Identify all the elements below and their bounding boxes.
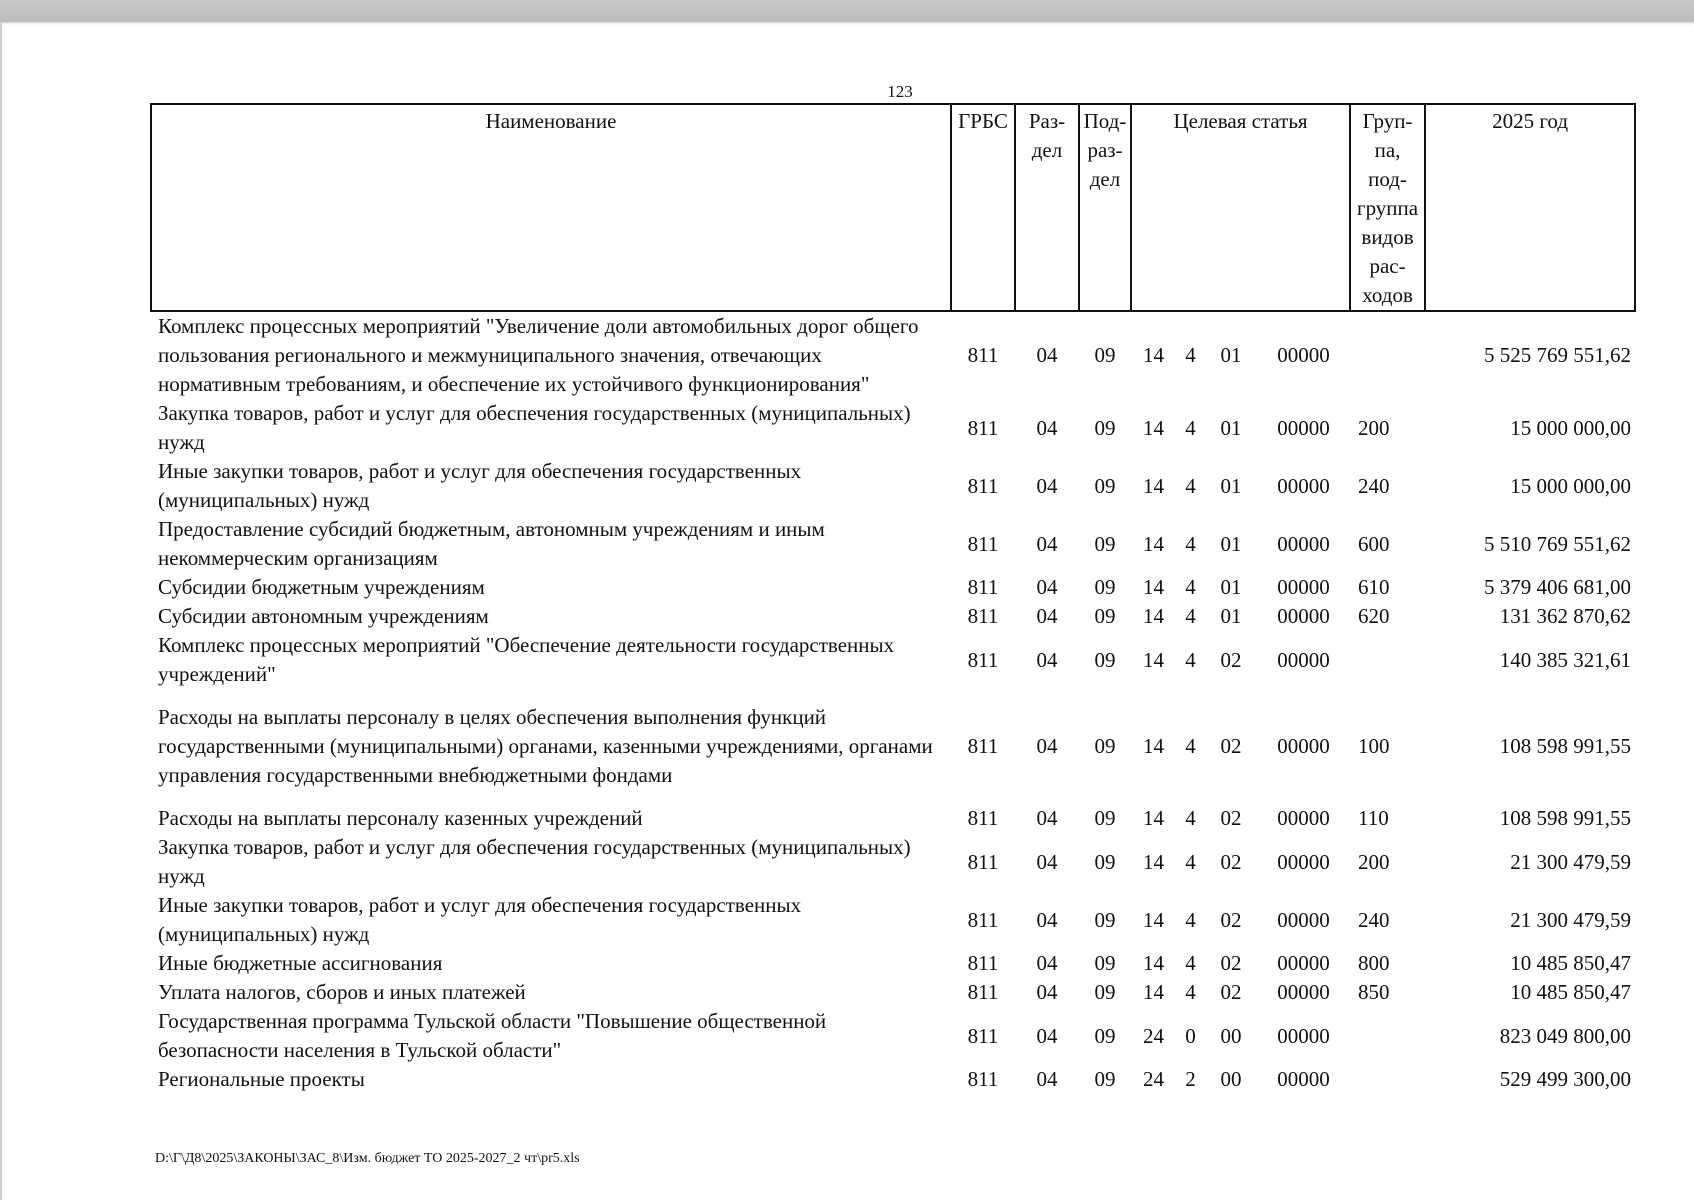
cell-target-direction: 00000	[1277, 734, 1330, 758]
table-row	[151, 515, 1635, 573]
scan-left-border	[0, 22, 2, 1200]
cell-grbs: 811	[967, 734, 999, 758]
cell-razdel: 04	[1036, 951, 1058, 975]
scan-top-border	[0, 0, 1694, 22]
cell-target-type: 4	[1185, 951, 1196, 975]
cell-name: Иные бюджетные ассигнования	[158, 951, 443, 975]
cell-target-structure: 01	[1220, 415, 1242, 440]
cell-expense-group: 240	[1358, 473, 1390, 498]
table-body	[151, 311, 1635, 1094]
cell-target-direction: 00000	[1277, 806, 1330, 830]
cell-amount: 108 598 991,55	[1499, 806, 1632, 830]
cell-podrazdel: 09	[1094, 647, 1116, 672]
cell-grbs: 811	[967, 806, 999, 830]
table-header	[151, 104, 1635, 311]
cell-target-structure: 01	[1220, 473, 1242, 498]
cell-target-program: 14	[1143, 951, 1164, 975]
cell-target-structure: 02	[1220, 647, 1242, 672]
cell-target-structure: 02	[1220, 806, 1242, 830]
cell-target-structure: 02	[1220, 849, 1242, 874]
cell-name: Региональные проекты	[158, 1067, 365, 1091]
cell-podrazdel: 09	[1094, 473, 1116, 498]
cell-podrazdel: 09	[1094, 951, 1116, 975]
cell-razdel: 04	[1036, 1067, 1058, 1091]
cell-target-direction: 00000	[1277, 647, 1330, 672]
cell-target-structure: 02	[1220, 951, 1242, 975]
cell-grbs: 811	[967, 980, 999, 1004]
table-row	[151, 949, 1635, 978]
cell-razdel: 04	[1036, 806, 1058, 830]
cell-target-structure: 02	[1220, 734, 1242, 758]
cell-target-program: 14	[1143, 575, 1164, 599]
cell-target-direction: 00000	[1277, 575, 1330, 599]
cell-razdel: 04	[1036, 415, 1058, 440]
cell-expense-group	[1350, 631, 1425, 689]
header-expense-group: Груп- па, под- группа видов рас- ходов	[1350, 104, 1425, 311]
cell-amount: 15 000 000,00	[1510, 473, 1632, 498]
header-podrazdel: Под- раз- дел	[1079, 104, 1131, 311]
budget-table	[150, 103, 1636, 1094]
cell-target-type: 4	[1185, 415, 1196, 440]
cell-target-program: 14	[1143, 806, 1164, 830]
cell-podrazdel: 09	[1094, 604, 1116, 628]
cell-grbs: 811	[967, 415, 999, 440]
cell-target-type: 4	[1185, 647, 1196, 672]
cell-grbs: 811	[967, 907, 999, 932]
cell-name: Комплекс процессных мероприятий "Обеспечение деятельности государственных учреждений"	[158, 633, 895, 686]
cell-podrazdel: 09	[1094, 980, 1116, 1004]
cell-expense-group	[1350, 1065, 1425, 1094]
cell-expense-group: 200	[1358, 849, 1390, 874]
cell-name: Иные закупки товаров, работ и услуг для обеспечения государственных (муниципальных) нужд	[158, 459, 802, 512]
cell-podrazdel: 09	[1094, 1067, 1116, 1091]
table-row	[151, 602, 1635, 631]
cell-target-program: 14	[1143, 849, 1164, 874]
cell-target-program: 14	[1143, 604, 1164, 628]
cell-grbs: 811	[967, 1067, 999, 1091]
header-grbs: ГРБС	[951, 104, 1015, 311]
cell-target-direction: 00000	[1277, 980, 1330, 1004]
cell-name: Расходы на выплаты персоналу казенных учреждений	[158, 806, 643, 830]
cell-target-type: 4	[1185, 531, 1196, 556]
cell-target-direction: 00000	[1277, 907, 1330, 932]
table-row	[151, 457, 1635, 515]
cell-target-type: 4	[1185, 806, 1196, 830]
cell-target-direction: 00000	[1277, 1023, 1330, 1048]
cell-amount: 108 598 991,55	[1499, 734, 1632, 758]
cell-target-type: 2	[1185, 1067, 1196, 1091]
cell-grbs: 811	[967, 575, 999, 599]
page-number: 123	[887, 82, 913, 101]
cell-target-program: 14	[1143, 907, 1164, 932]
cell-amount: 140 385 321,61	[1499, 647, 1632, 672]
cell-target-direction: 00000	[1277, 604, 1330, 628]
cell-name: Закупка товаров, работ и услуг для обеспечения государственных (муниципальных) нужд	[158, 401, 911, 454]
header-razdel: Раз- дел	[1015, 104, 1079, 311]
cell-amount: 131 362 870,62	[1499, 604, 1632, 628]
cell-grbs: 811	[967, 647, 999, 672]
cell-amount: 10 485 850,47	[1510, 980, 1632, 1004]
cell-target-direction: 00000	[1277, 473, 1330, 498]
cell-name: Субсидии бюджетным учреждениям	[158, 575, 485, 599]
cell-expense-group: 850	[1358, 980, 1390, 1004]
cell-target-type: 4	[1185, 734, 1196, 758]
cell-amount: 21 300 479,59	[1510, 907, 1632, 932]
cell-target-structure: 00	[1220, 1067, 1242, 1091]
cell-amount: 15 000 000,00	[1510, 415, 1632, 440]
cell-target-structure: 01	[1220, 531, 1242, 556]
cell-target-direction: 00000	[1277, 951, 1330, 975]
cell-amount: 823 049 800,00	[1499, 1023, 1632, 1048]
header-name: Наименование	[151, 104, 951, 311]
cell-podrazdel: 09	[1094, 415, 1116, 440]
cell-razdel: 04	[1036, 647, 1058, 672]
cell-target-structure: 01	[1220, 604, 1242, 628]
cell-podrazdel: 09	[1094, 849, 1116, 874]
cell-target-structure: 01	[1220, 575, 1242, 599]
cell-podrazdel: 09	[1094, 343, 1116, 367]
table-row	[151, 399, 1635, 457]
cell-target-type: 4	[1185, 473, 1196, 498]
cell-target-direction: 00000	[1277, 531, 1330, 556]
cell-target-program: 14	[1143, 531, 1164, 556]
cell-razdel: 04	[1036, 907, 1058, 932]
cell-grbs: 811	[967, 1023, 999, 1048]
cell-name: Закупка товаров, работ и услуг для обеспечения государственных (муниципальных) нужд	[158, 835, 911, 888]
cell-amount: 10 485 850,47	[1510, 951, 1632, 975]
cell-target-direction: 00000	[1277, 1067, 1330, 1091]
cell-target-program: 14	[1143, 415, 1164, 440]
cell-grbs: 811	[967, 604, 999, 628]
cell-target-program: 14	[1143, 647, 1164, 672]
cell-target-program: 24	[1143, 1023, 1164, 1048]
cell-podrazdel: 09	[1094, 806, 1116, 830]
cell-target-type: 4	[1185, 980, 1196, 1004]
cell-razdel: 04	[1036, 343, 1058, 367]
cell-target-type: 4	[1185, 575, 1196, 599]
cell-razdel: 04	[1036, 575, 1058, 599]
cell-razdel: 04	[1036, 980, 1058, 1004]
table-row	[151, 1065, 1635, 1094]
cell-target-direction: 00000	[1277, 849, 1330, 874]
cell-razdel: 04	[1036, 531, 1058, 556]
cell-expense-group: 240	[1358, 907, 1390, 932]
cell-target-type: 4	[1185, 604, 1196, 628]
cell-grbs: 811	[967, 951, 999, 975]
cell-razdel: 04	[1036, 849, 1058, 874]
cell-expense-group: 610	[1358, 575, 1390, 599]
cell-target-program: 24	[1143, 1067, 1164, 1091]
cell-target-structure: 02	[1220, 980, 1242, 1004]
cell-target-type: 4	[1185, 343, 1196, 367]
cell-grbs: 811	[967, 849, 999, 874]
cell-target-program: 14	[1143, 343, 1164, 367]
cell-grbs: 811	[967, 531, 999, 556]
header-year-2025: 2025 год	[1425, 104, 1635, 311]
cell-expense-group	[1350, 1007, 1425, 1065]
cell-podrazdel: 09	[1094, 734, 1116, 758]
cell-target-type: 4	[1185, 849, 1196, 874]
cell-amount: 529 499 300,00	[1499, 1067, 1632, 1091]
cell-name: Предоставление субсидий бюджетным, автономным учреждениям и иным некоммерческим организациям	[158, 517, 825, 570]
header-row	[151, 104, 1635, 311]
cell-grbs: 811	[967, 343, 999, 367]
cell-podrazdel: 09	[1094, 907, 1116, 932]
cell-podrazdel: 09	[1094, 1023, 1116, 1048]
table-row	[151, 833, 1635, 891]
cell-razdel: 04	[1036, 473, 1058, 498]
cell-target-type: 0	[1185, 1023, 1196, 1048]
cell-amount: 21 300 479,59	[1510, 849, 1632, 874]
cell-razdel: 04	[1036, 1023, 1058, 1048]
cell-name: Уплата налогов, сборов и иных платежей	[158, 980, 526, 1004]
header-target-article: Целевая статья	[1131, 104, 1350, 311]
cell-name: Субсидии автономным учреждениям	[158, 604, 489, 628]
table-row	[151, 311, 1635, 399]
cell-expense-group: 110	[1358, 806, 1389, 830]
cell-target-program: 14	[1143, 980, 1164, 1004]
table-row	[151, 1007, 1635, 1065]
file-path-footer: D:\Г\Д8\2025\ЗАКОНЫ\ЗАС_8\Изм. бюджет ТО 2025-2027_2 чт\pr5.xls	[155, 1151, 580, 1166]
cell-razdel: 04	[1036, 734, 1058, 758]
cell-expense-group: 100	[1358, 734, 1390, 758]
cell-target-program: 14	[1143, 473, 1164, 498]
cell-name: Комплекс процессных мероприятий "Увеличение доли автомобильных дорог общего пользования регионального и межмуниципального значения, отвечающих нормативным требованиям, и обеспечение их устойчивого функционирования"	[158, 314, 919, 396]
cell-podrazdel: 09	[1094, 531, 1116, 556]
cell-expense-group	[1350, 311, 1425, 399]
table-row	[151, 573, 1635, 602]
cell-podrazdel: 09	[1094, 575, 1116, 599]
cell-target-structure: 02	[1220, 907, 1242, 932]
cell-amount: 5 525 769 551,62	[1484, 343, 1632, 367]
cell-target-direction: 00000	[1277, 343, 1330, 367]
table-row	[151, 689, 1635, 804]
cell-target-type: 4	[1185, 907, 1196, 932]
cell-target-direction: 00000	[1277, 415, 1330, 440]
table-row	[151, 891, 1635, 949]
table-row	[151, 804, 1635, 833]
table-row	[151, 978, 1635, 1007]
cell-expense-group: 800	[1358, 951, 1390, 975]
cell-amount: 5 379 406 681,00	[1484, 575, 1632, 599]
cell-target-structure: 00	[1220, 1023, 1242, 1048]
cell-name: Расходы на выплаты персоналу в целях обеспечения выполнения функций государственными (муниципальными) органами, казенными учреждениями, органами управления государственными внебюджетными фондами	[158, 705, 933, 787]
cell-target-program: 14	[1143, 734, 1164, 758]
cell-razdel: 04	[1036, 604, 1058, 628]
cell-expense-group: 620	[1358, 604, 1390, 628]
cell-grbs: 811	[967, 473, 999, 498]
table-row	[151, 631, 1635, 689]
cell-amount: 5 510 769 551,62	[1484, 531, 1632, 556]
cell-name: Иные закупки товаров, работ и услуг для обеспечения государственных (муниципальных) нужд	[158, 893, 802, 946]
cell-name: Государственная программа Тульской области "Повышение общественной безопасности населения в Тульской области"	[158, 1009, 827, 1062]
cell-expense-group: 200	[1358, 415, 1390, 440]
cell-expense-group: 600	[1358, 531, 1390, 556]
cell-target-structure: 01	[1220, 343, 1242, 367]
scan-top-shadow	[0, 22, 1694, 25]
